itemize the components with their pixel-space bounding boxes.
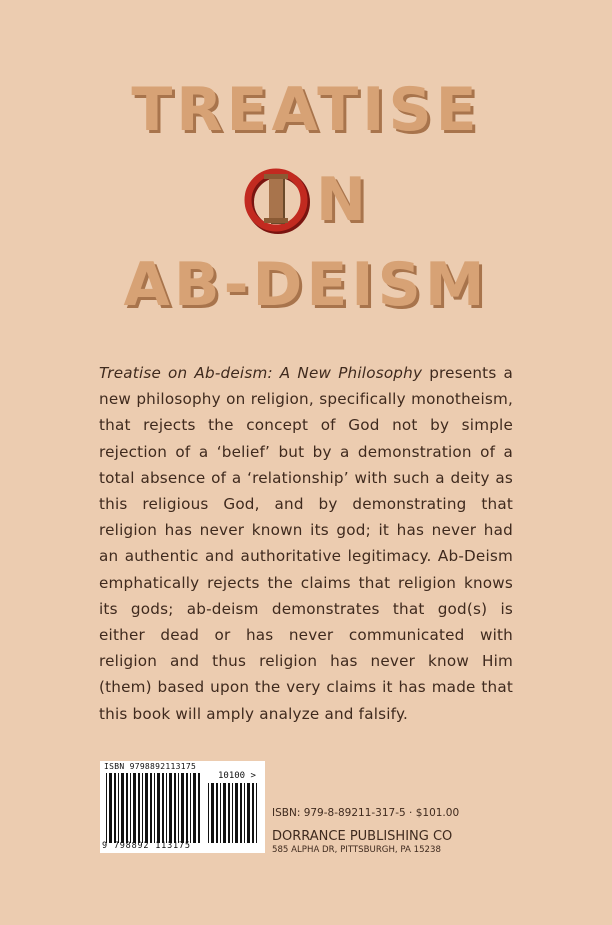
- barcode-digits: 9 798892 113175: [102, 841, 191, 851]
- isbn-barcode: [100, 761, 265, 853]
- barcode-price-code: 10100 >: [218, 771, 256, 781]
- title-letter-n: N: [315, 165, 371, 235]
- title-line-ab-deism: AB-DEISM: [123, 250, 489, 320]
- publisher-name: DORRANCE PUBLISHING CO: [272, 829, 453, 844]
- barcode-isbn-label: ISBN 9798892113175: [104, 762, 197, 771]
- title-line-treatise: TREATISE: [131, 75, 481, 145]
- title-line-on: [0, 165, 612, 235]
- description-body: presents a new philosophy on religion, specifically monotheism, that rejects the concept of God not by simple rejection of a ‘belief’ but by a demonstration of a total absence of a ‘relationship’ with such a deity as this religious God, and by demonstrating that religion has never known its god; it has never had an authentic and authoritative legitimacy. Ab-Deism emphatically rejects the claims that religion knows its gods; ab-deism demonstrates that god(s) is either dead or has never communicated with religion and thus religion has never know Him (them) based upon the very claims it has made that this book will amply analyze and falsify.: [99, 364, 514, 723]
- book-description: [99, 360, 513, 727]
- publisher-address: 585 ALPHA DR, PITTSBURGH, PA 15238: [272, 845, 441, 855]
- isbn-price-line: ISBN: 979-8-89211-317-5 · $101.00: [272, 807, 460, 819]
- on-word: [242, 165, 370, 235]
- description-italic-title: Treatise on Ab-deism: A New Philosophy: [99, 364, 423, 382]
- publisher-info: [272, 806, 512, 856]
- no-symbol-o-icon: [242, 165, 312, 235]
